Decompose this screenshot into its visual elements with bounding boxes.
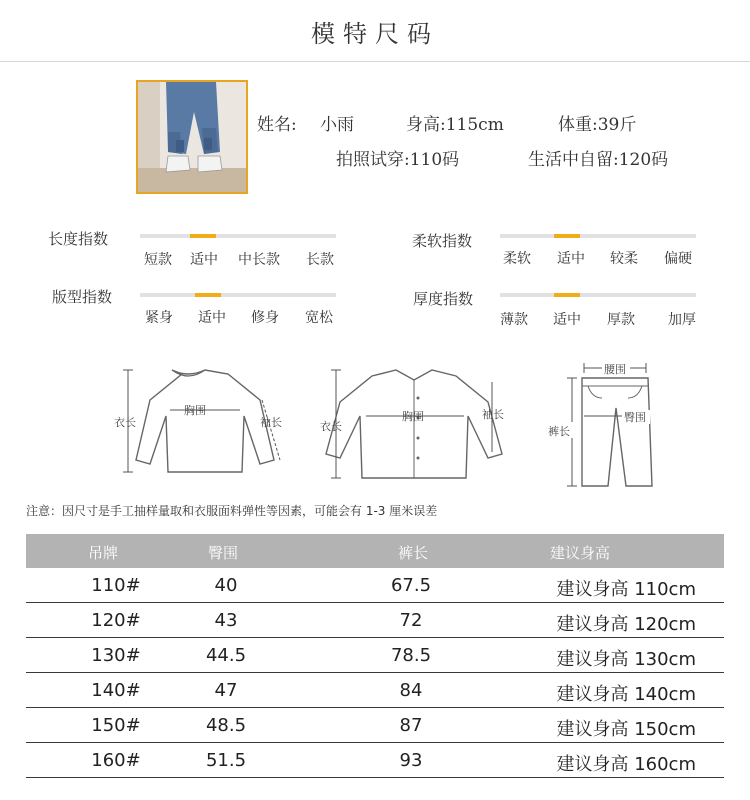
tick-label: 中长款 xyxy=(238,252,280,268)
softness-index-ticks xyxy=(500,248,696,268)
measurement-note: 注意：因尺寸是手工抽样量取和衣服面料弹性等因素，可能会有 1-3 厘米误差 xyxy=(26,504,438,518)
cell-hip: 40 xyxy=(214,575,238,596)
cell-length: 78.5 xyxy=(390,645,432,666)
table-row xyxy=(26,673,724,708)
cell-height: 建议身高 120cm xyxy=(556,614,696,635)
cell-hip: 48.5 xyxy=(205,715,247,736)
tick-label: 适中 xyxy=(198,310,226,326)
cell-tag: 150# xyxy=(91,715,141,736)
pants-waist-label: 腰围 xyxy=(604,363,626,376)
fit-index-ticks xyxy=(140,307,336,327)
tick-label: 适中 xyxy=(190,252,218,268)
shirt-chest-label: 胸围 xyxy=(402,410,424,423)
cell-tag: 130# xyxy=(91,645,141,666)
tick-label: 偏硬 xyxy=(664,251,692,267)
cell-tag: 140# xyxy=(91,680,141,701)
tick-label: 短款 xyxy=(144,252,172,268)
tick-label: 适中 xyxy=(557,251,585,267)
shirt-length-label: 衣长 xyxy=(320,420,342,433)
pants-hip-label: 臀围 xyxy=(624,411,646,424)
tshirt-sleeve-label: 袖长 xyxy=(260,416,282,429)
table-row xyxy=(26,568,724,603)
cell-hip: 44.5 xyxy=(205,645,247,666)
cell-hip: 43 xyxy=(214,610,238,631)
model-height: 身高:115cm xyxy=(406,115,504,135)
thickness-index-level xyxy=(554,293,580,297)
tick-label: 紧身 xyxy=(145,310,173,326)
tick-label: 较柔 xyxy=(610,251,638,267)
cell-height: 建议身高 150cm xyxy=(556,719,696,740)
thickness-index-track xyxy=(500,293,696,297)
length-index-ticks xyxy=(140,249,336,269)
cell-length: 93 xyxy=(399,750,423,771)
table-row xyxy=(26,603,724,638)
cell-length: 72 xyxy=(399,610,423,631)
model-photo xyxy=(136,80,248,194)
table-row xyxy=(26,743,724,778)
cell-length: 87 xyxy=(399,715,423,736)
tick-label: 修身 xyxy=(251,310,279,326)
fit-index-level xyxy=(195,293,221,297)
model-tried-size: 拍照试穿:110码 xyxy=(336,150,460,170)
cell-hip: 47 xyxy=(214,680,238,701)
cell-tag: 120# xyxy=(91,610,141,631)
softness-index-label: 柔软指数 xyxy=(412,232,473,250)
cell-tag: 110# xyxy=(91,575,141,596)
cell-tag: 160# xyxy=(91,750,141,771)
model-name-label: 姓名: xyxy=(257,115,297,135)
table-header xyxy=(26,534,724,568)
tshirt-chest-label: 胸围 xyxy=(184,404,206,417)
tick-label: 宽松 xyxy=(305,310,333,326)
pants-diagram xyxy=(540,358,670,492)
tick-label: 厚款 xyxy=(607,312,635,328)
softness-index-level xyxy=(554,234,580,238)
pants-length-label: 裤长 xyxy=(548,425,570,438)
table-row xyxy=(26,708,724,743)
cell-height: 建议身高 140cm xyxy=(556,684,696,705)
header-height: 建议身高 xyxy=(550,544,611,562)
model-weight: 体重:39斤 xyxy=(558,115,637,135)
thickness-index-label: 厚度指数 xyxy=(413,290,474,308)
tshirt-diagram xyxy=(110,360,300,490)
page-title: 模特尺码 xyxy=(311,20,439,48)
tshirt-length-label: 衣长 xyxy=(114,416,136,429)
cell-length: 84 xyxy=(399,680,423,701)
tick-label: 长款 xyxy=(306,252,334,268)
shirt-diagram xyxy=(318,362,518,492)
thickness-index-ticks xyxy=(500,309,696,329)
length-index-track xyxy=(140,234,336,238)
header-length: 裤长 xyxy=(398,544,429,562)
title-divider xyxy=(0,61,750,62)
model-name: 小雨 xyxy=(320,115,354,135)
header-tag: 吊牌 xyxy=(88,544,119,562)
cell-height: 建议身高 110cm xyxy=(556,579,696,600)
tick-label: 加厚 xyxy=(668,312,696,328)
length-index-label: 长度指数 xyxy=(48,230,109,248)
size-table xyxy=(26,534,724,778)
shirt-sleeve-label: 袖长 xyxy=(482,408,504,421)
cell-height: 建议身高 160cm xyxy=(556,754,696,775)
tick-label: 薄款 xyxy=(500,312,528,328)
header-hip: 臀围 xyxy=(208,544,239,562)
tick-label: 适中 xyxy=(553,312,581,328)
cell-height: 建议身高 130cm xyxy=(556,649,696,670)
fit-index-track xyxy=(140,293,336,297)
table-row xyxy=(26,638,724,673)
softness-index-track xyxy=(500,234,696,238)
cell-length: 67.5 xyxy=(390,575,432,596)
fit-index-label: 版型指数 xyxy=(52,288,113,306)
cell-hip: 51.5 xyxy=(205,750,247,771)
tick-label: 柔软 xyxy=(503,251,531,267)
length-index-level xyxy=(190,234,216,238)
model-daily-size: 生活中自留:120码 xyxy=(528,150,669,170)
